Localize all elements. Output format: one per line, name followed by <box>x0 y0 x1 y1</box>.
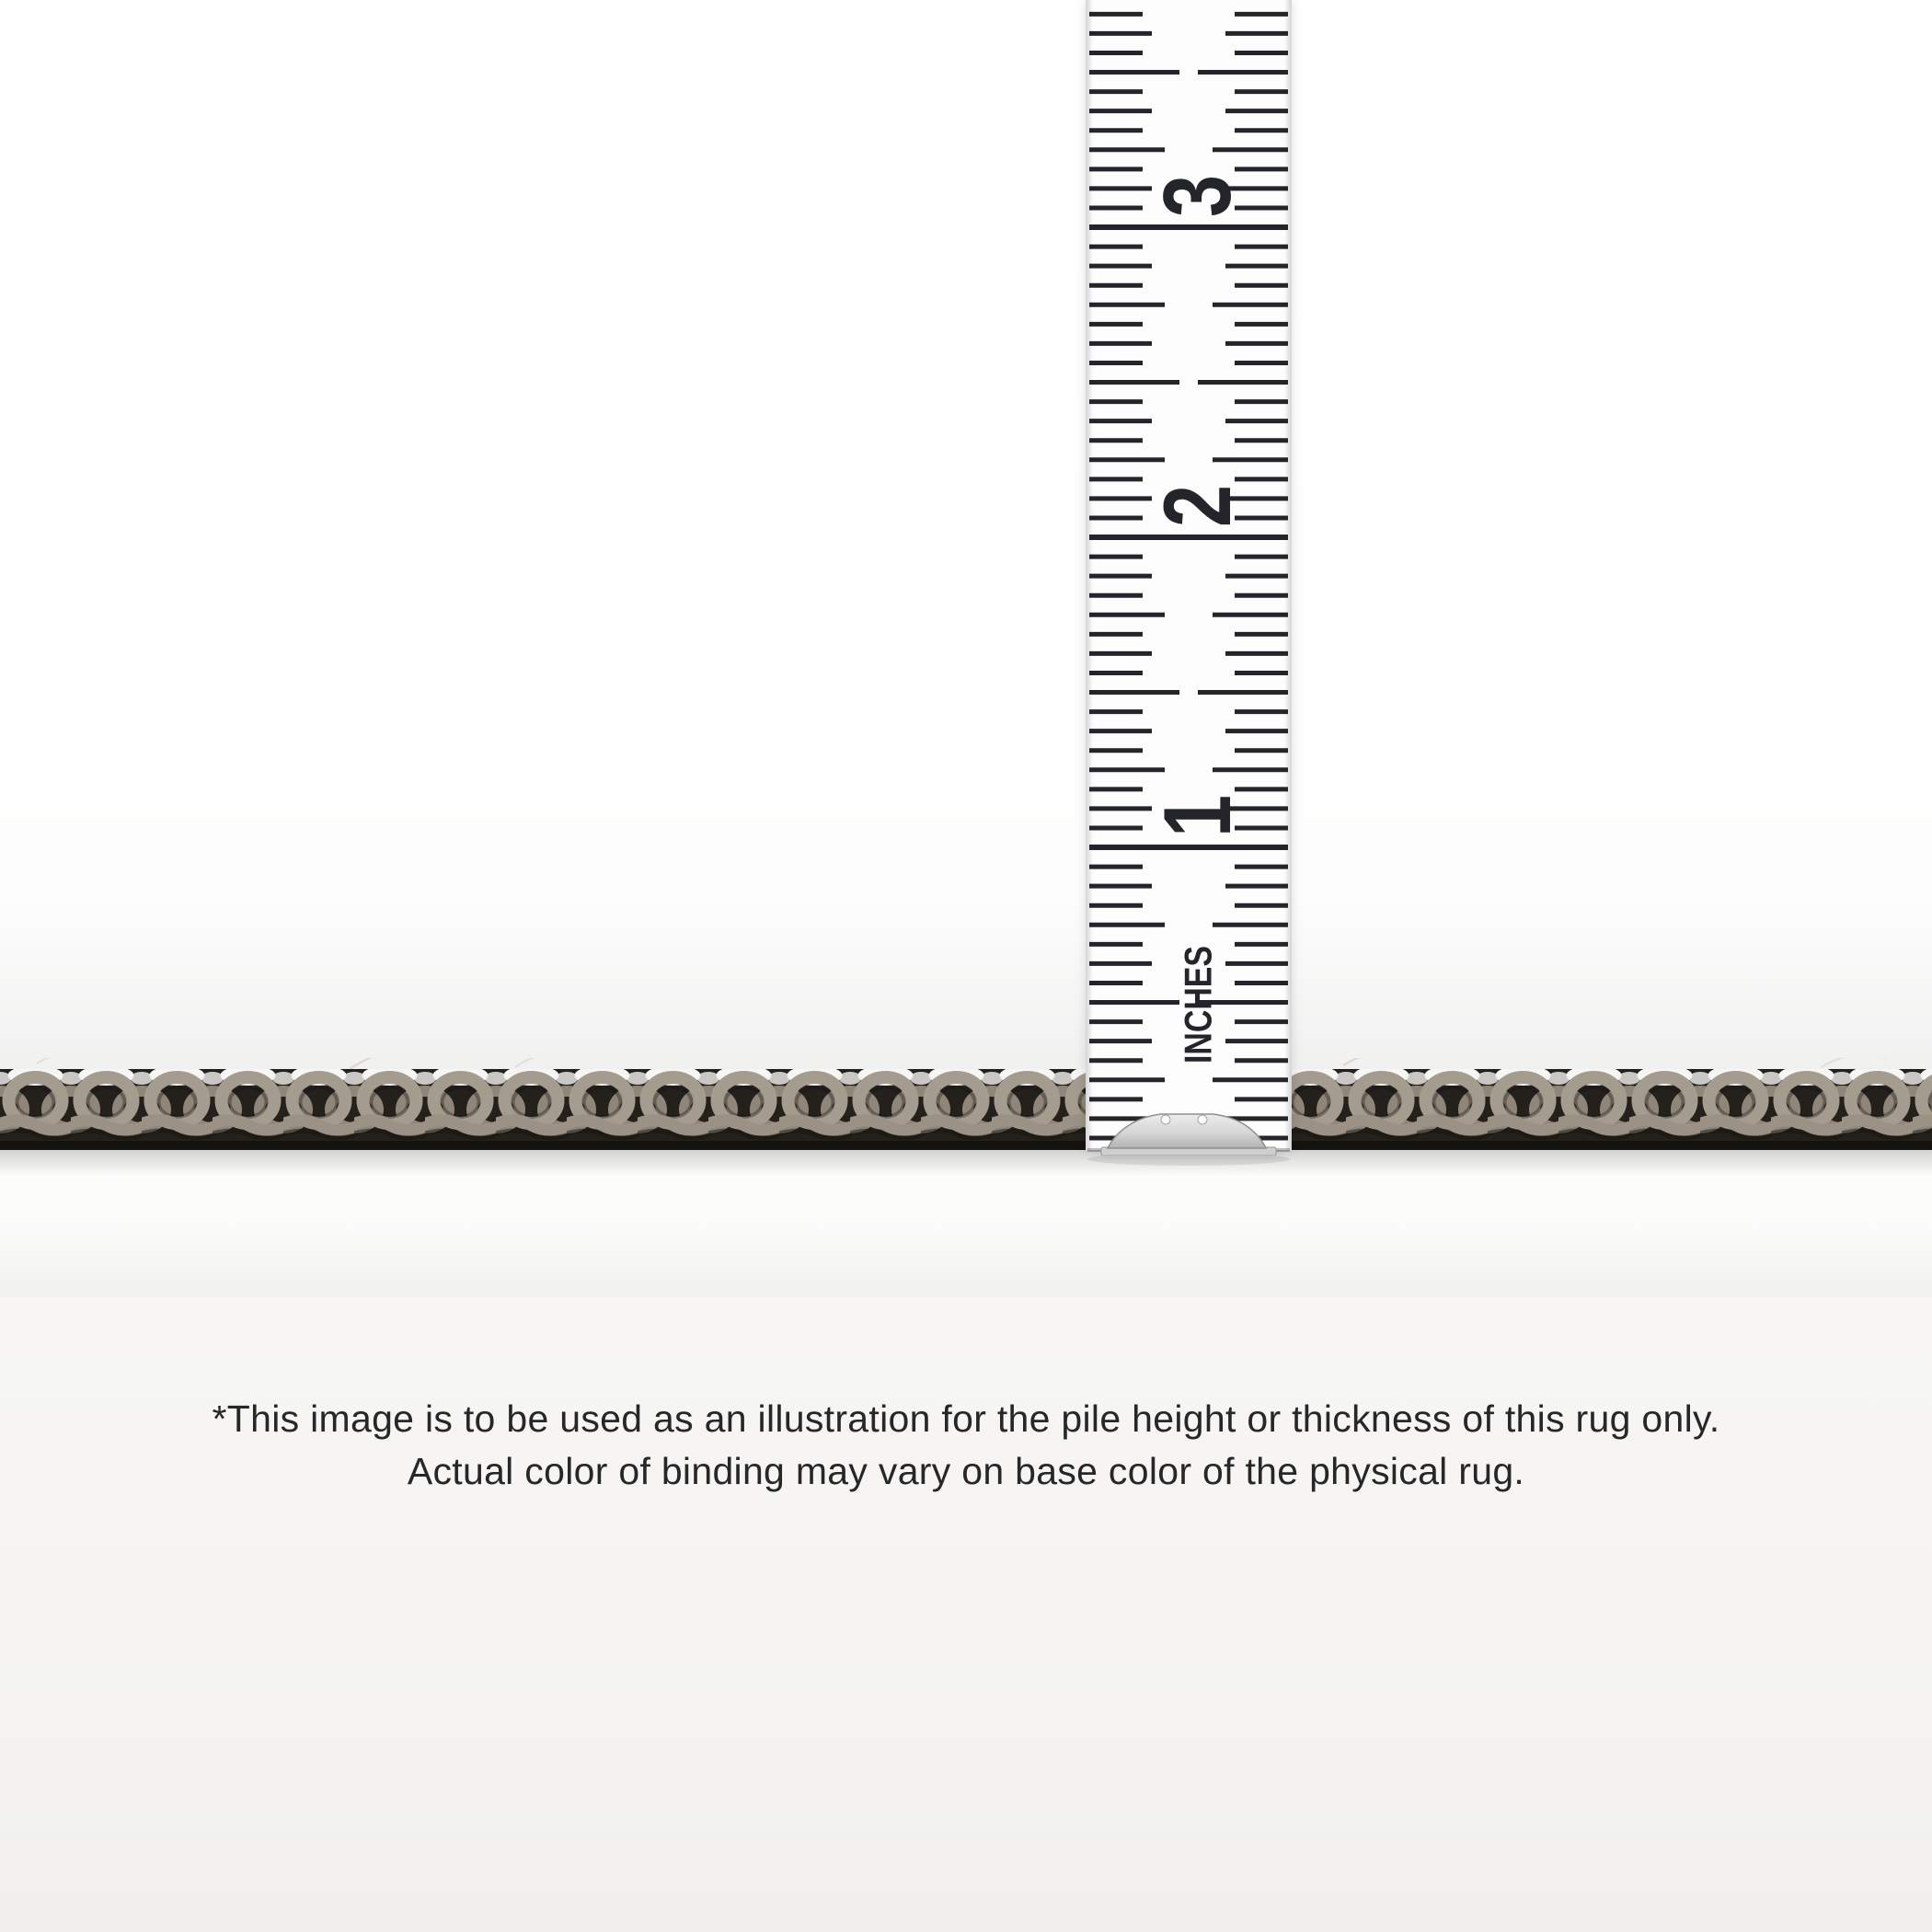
disclaimer-caption <box>0 1297 1932 1498</box>
disclaimer-line-2: Actual color of binding may vary on base color of the physical rug. <box>407 1450 1525 1492</box>
ruler-number-3: 3 <box>1144 164 1251 217</box>
hook-rivet <box>1161 1115 1170 1124</box>
disclaimer-line-1: *This image is to be used as an illustration for the pile height or thickness of this rug only. <box>212 1397 1720 1440</box>
measuring-tape <box>1086 0 1292 1156</box>
rug-edge-band <box>0 1058 1932 1196</box>
stray-fibers <box>37 1058 1886 1069</box>
hook-rivet <box>1198 1115 1207 1124</box>
background-shading <box>0 902 1932 1069</box>
floor-shading <box>0 1224 1932 1297</box>
caption-panel <box>0 1297 1932 1932</box>
ruler-number-2: 2 <box>1144 474 1251 527</box>
inches-label: INCHES <box>1176 917 1220 1064</box>
ruler-number-1: 1 <box>1144 784 1251 837</box>
